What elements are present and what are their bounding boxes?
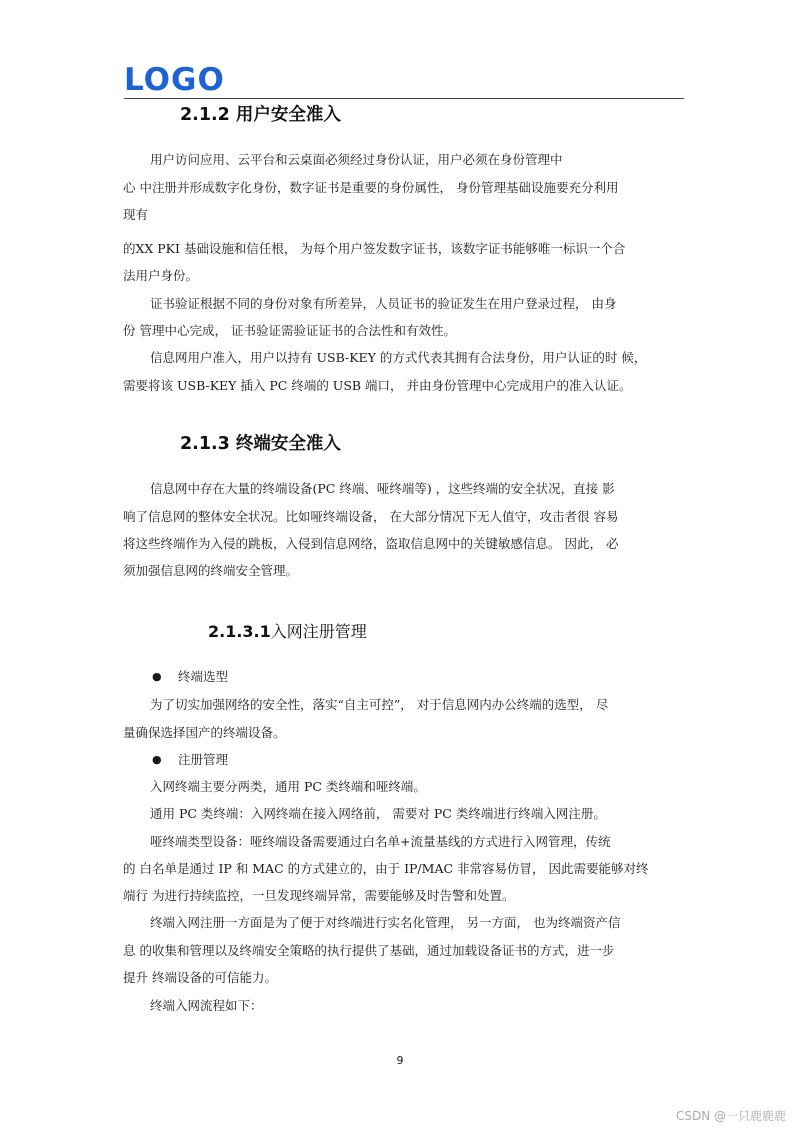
paragraph-line: 法用户身份。 xyxy=(123,268,199,283)
page-number: 9 xyxy=(396,1054,404,1067)
bullet-item-registration: 注册管理 xyxy=(178,752,229,767)
logo: LOGO xyxy=(124,62,225,98)
paragraph-line: 需要将该 USB-KEY 插入 PC 终端的 USB 端口， 并由身份管理中心完成用户的准入认证。 xyxy=(123,378,632,393)
paragraph-line: 量确保选择国产的终端设备。 xyxy=(123,725,286,740)
header-rule xyxy=(124,98,684,99)
paragraph-line: 提升 终端设备的可信能力。 xyxy=(123,970,277,985)
paragraph-line: 的XX PKI 基础设施和信任根， 为每个用户签发数字证书，该数字证书能够唯一标识一个合 xyxy=(123,241,626,256)
paragraph-line: 的 白名单是通过 IP 和 MAC 的方式建立的，由于 IP/MAC 非常容易仿冒， 因此需要能够对终 xyxy=(123,861,649,876)
paragraph-line: 端行 为进行持续监控，一旦发现终端异常，需要能够及时告警和处置。 xyxy=(123,888,515,903)
paragraph-line: 将这些终端作为入侵的跳板，入侵到信息网络，盗取信息网中的关键敏感信息。 因此， 必 xyxy=(123,536,619,551)
paragraph-line: 须加强信息网的终端安全管理。 xyxy=(123,563,299,578)
paragraph-line: 终端入网注册一方面是为了便于对终端进行实名化管理， 另一方面， 也为终端资产信 xyxy=(150,915,621,930)
paragraph-line: 为了切实加强网络的安全性，落实“自主可控”， 对于信息网内办公终端的选型， 尽 xyxy=(150,697,609,712)
section-text: 入网注册管理 xyxy=(270,622,367,641)
paragraph-line: 入网终端主要分两类，通用 PC 类终端和哑终端。 xyxy=(150,779,426,794)
bullet-icon: ● xyxy=(152,753,162,766)
section-title-2-1-3: 2.1.3 终端安全准入 xyxy=(180,434,341,454)
watermark: CSDN @一只鹿鹿鹿 xyxy=(675,1109,786,1123)
paragraph-line: 响了信息网的整体安全状况。比如哑终端设备， 在大部分情况下无人值守，攻击者很 容易 xyxy=(123,509,619,524)
paragraph-line: 信息网中存在大量的终端设备(PC 终端、哑终端等) ，这些终端的安全状况，直接 影 xyxy=(150,481,615,496)
paragraph-line: 证书验证根据不同的身份对象有所差异，人员证书的验证发生在用户登录过程， 由身 xyxy=(150,296,617,311)
paragraph-line: 息 的收集和管理以及终端安全策略的执行提供了基础，通过加载设备证书的方式，进一步 xyxy=(123,943,615,958)
paragraph-line: 哑终端类型设备：哑终端设备需要通过白名单+流量基线的方式进行入网管理，传统 xyxy=(150,834,611,849)
paragraph-line: 通用 PC 类终端：入网终端在接入网络前， 需要对 PC 类终端进行终端入网注册。 xyxy=(150,806,606,821)
paragraph-line: 现有 xyxy=(123,207,149,222)
section-title-2-1-2: 2.1.2 用户安全准入 xyxy=(180,105,341,125)
paragraph-line: 用户访问应用、云平台和云桌面必须经过身份认证，用户必须在身份管理中 xyxy=(150,152,563,167)
section-number: 2.1.3.1 xyxy=(208,622,271,641)
paragraph-line: 终端入网流程如下： xyxy=(150,998,263,1013)
bullet-item-terminal-selection: 终端选型 xyxy=(178,669,229,684)
section-title-2-1-3-1 xyxy=(208,619,367,642)
paragraph-line: 信息网用户准入，用户以持有 USB-KEY 的方式代表其拥有合法身份，用户认证的时 候， xyxy=(150,350,647,365)
paragraph-line: 份 管理中心完成， 证书验证需验证证书的合法性和有效性。 xyxy=(123,323,456,338)
bullet-icon: ● xyxy=(152,670,162,683)
paragraph-line: 心 中注册并形成数字化身份，数字证书是重要的身份属性， 身份管理基础设施要充分利用 xyxy=(123,180,619,195)
